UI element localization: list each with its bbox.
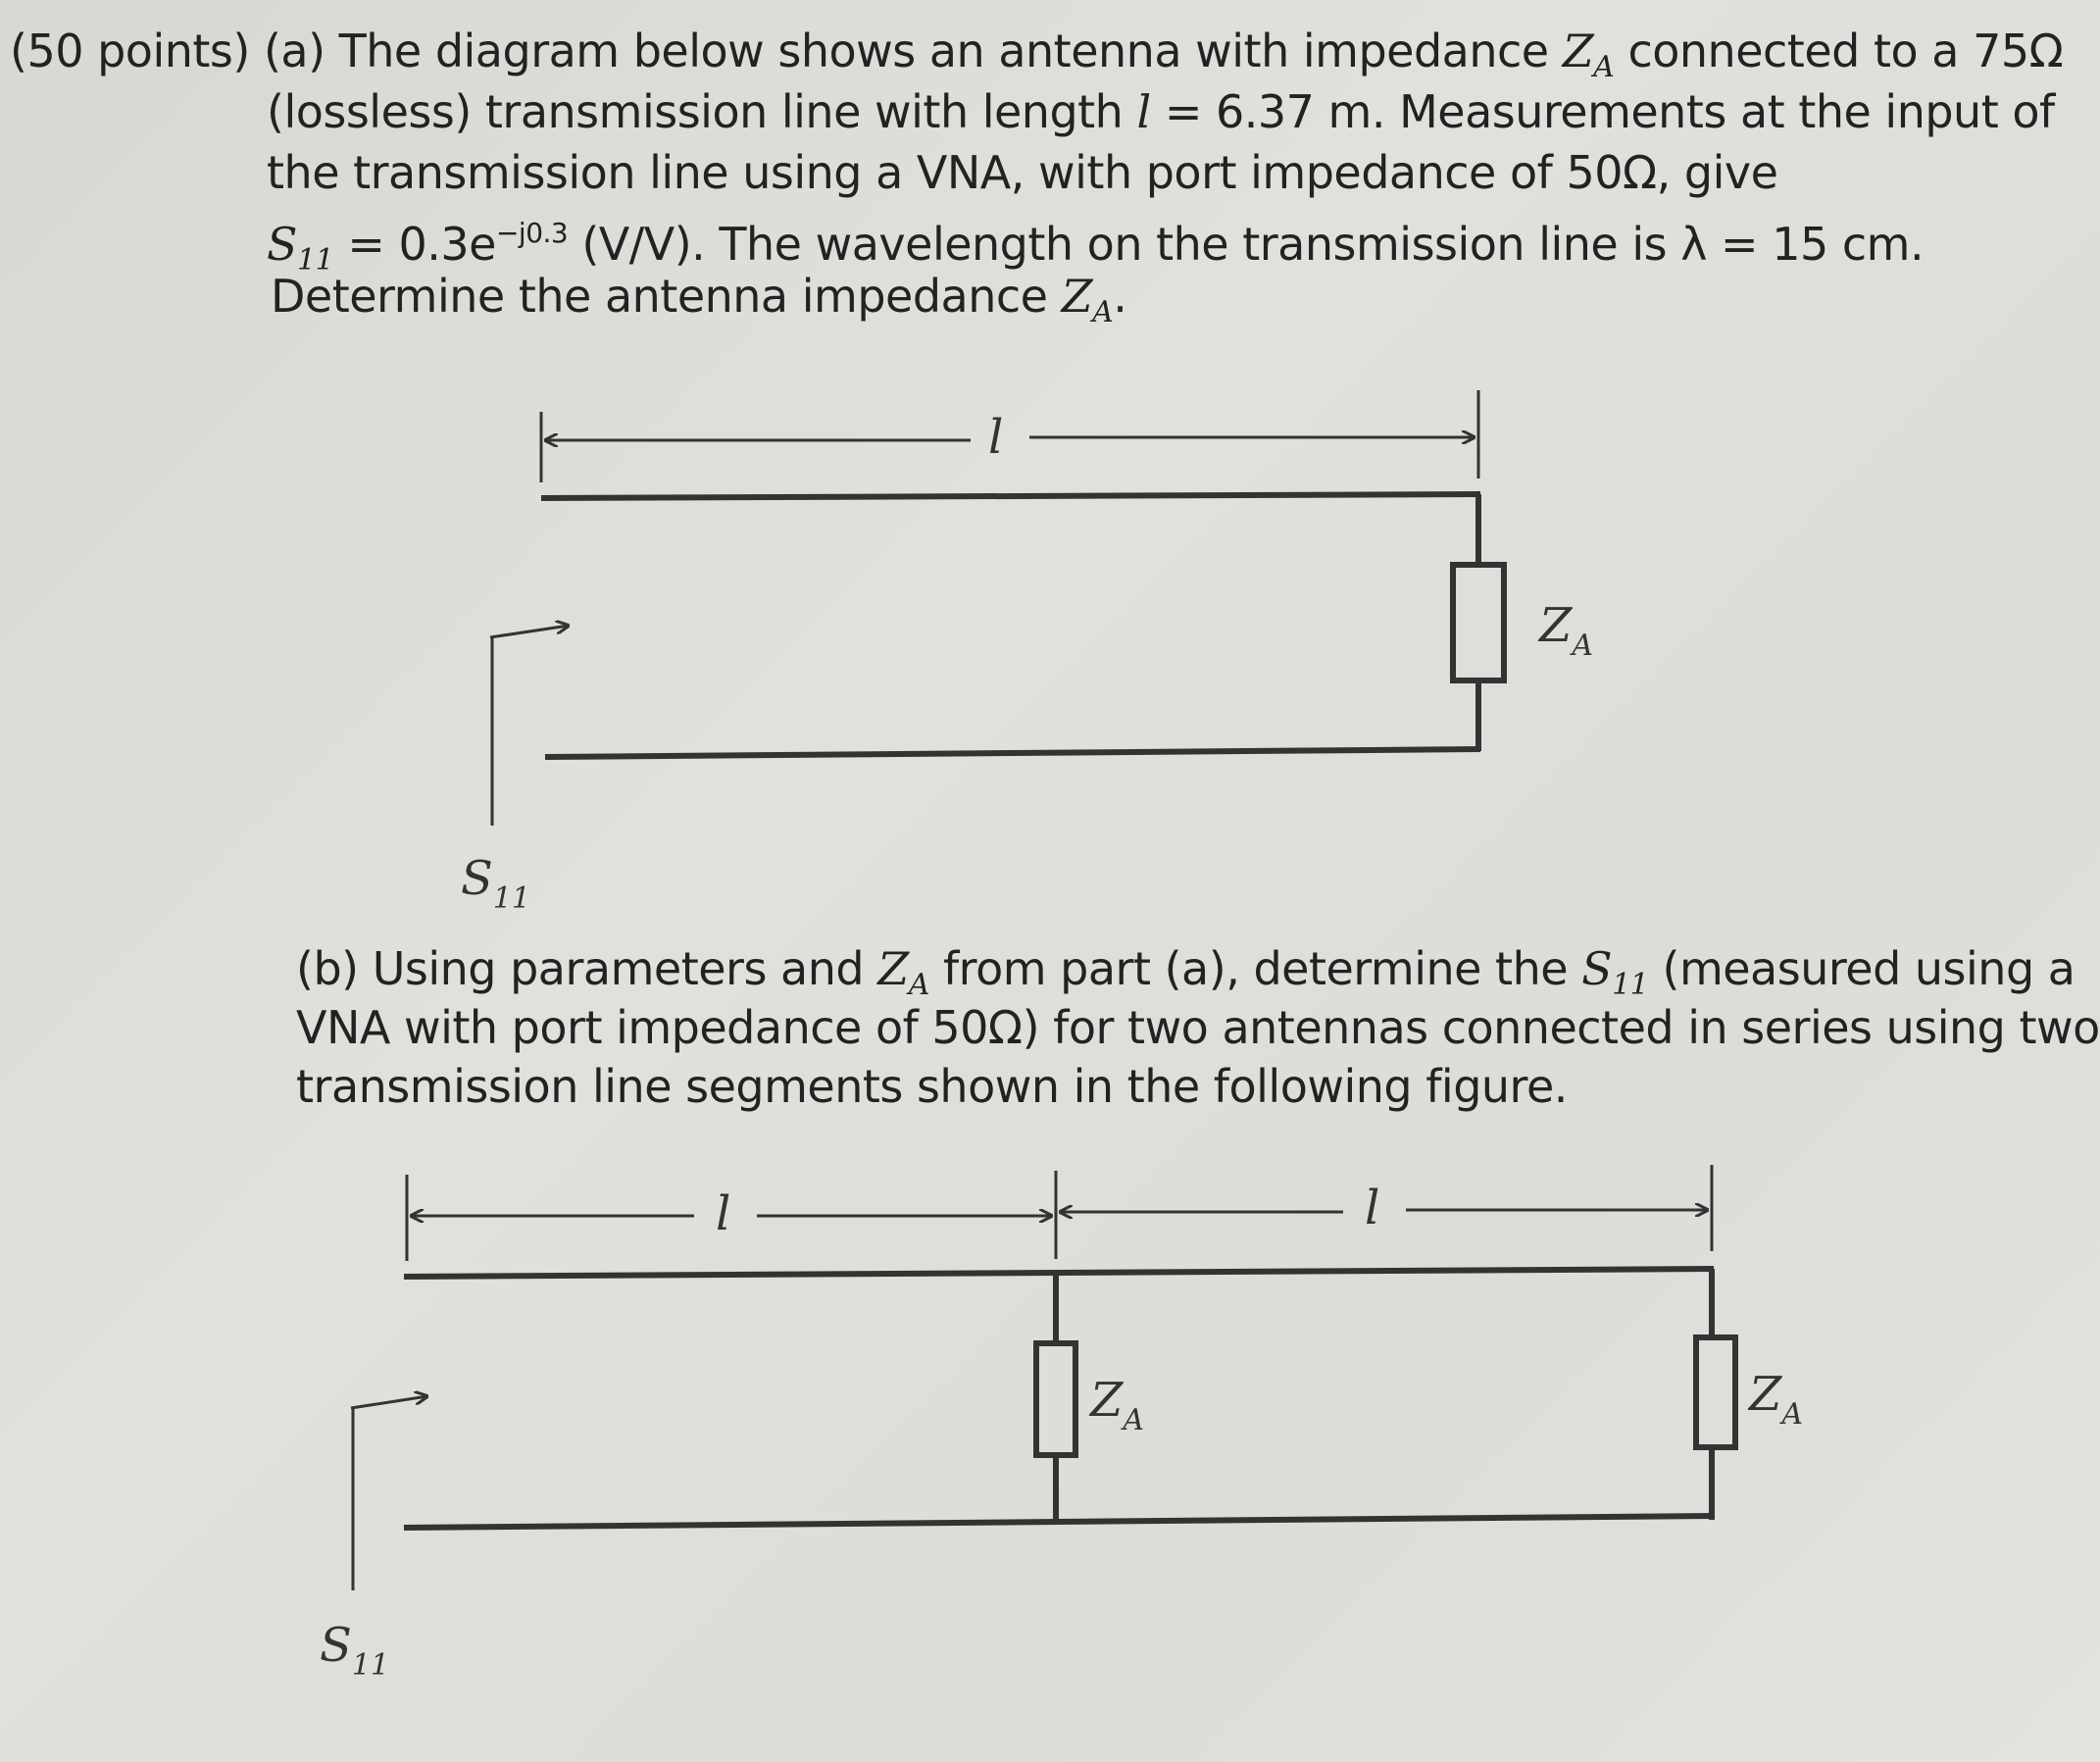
part-b-line-1-prefix: (b) Using parameters and — [296, 942, 865, 995]
part-a-line-5: Determine the antenna impedance $Z_A$. — [271, 270, 1127, 329]
part-a-line-4-suffix: (V/V). The wavelength on the transmission line is λ = 15 cm. — [581, 218, 1925, 271]
diagram-b-load-label-1: $Z_A$ — [1090, 1373, 1145, 1437]
diagram-b-length-label-2: l — [1365, 1181, 1380, 1235]
part-a-line-5-prefix: Determine the antenna impedance — [271, 270, 1048, 323]
part-a-line-1-prefix: (50 points) (a) The diagram below shows an antenna with impedance — [10, 25, 1549, 77]
diagram-a-port-arrow — [490, 626, 569, 637]
part-b-line-3: transmission line segments shown in the following figure. — [296, 1060, 1568, 1113]
part-b-line-1-suffix: (measured using a — [1662, 942, 2075, 995]
part-a-var-l: l — [1136, 85, 1151, 138]
diagram-a-port-label: $S_{11}$ — [461, 851, 531, 916]
diagram-b-port-arrow — [351, 1396, 427, 1408]
diagram-b-antenna-resistor-2 — [1696, 1337, 1735, 1447]
diagram-a-top-conductor — [541, 494, 1480, 498]
part-a-line-3: the transmission line using a VNA, with port impedance of 50Ω, give — [267, 146, 1778, 199]
diagram-b-antenna-resistor-1 — [1036, 1343, 1075, 1455]
part-a-var-za: $Z_A$ — [1562, 25, 1615, 84]
part-b-line-2: VNA with port impedance of 50Ω) for two antennas connected in series using two — [296, 1001, 2100, 1054]
diagram-b-port-label: $S_{11}$ — [320, 1618, 390, 1683]
diagram-b — [351, 1165, 1735, 1590]
diagram-b-length-label-1: l — [716, 1186, 731, 1241]
part-a-s11-value: = $0.3e^{-j0.3}$ — [347, 217, 569, 271]
diagram-a-load-label: $Z_A$ — [1539, 598, 1594, 663]
part-a-var-s11: $S_{11}$ — [267, 218, 334, 277]
part-a-var-za-2: $Z_A$ — [1061, 270, 1114, 329]
diagram-a-bottom-conductor — [545, 749, 1480, 757]
diagram-b-load-label-2: $Z_A$ — [1749, 1367, 1804, 1432]
part-b-line-1-mid: from part (a), determine the — [942, 942, 1569, 995]
part-a-line-1-suffix: connected to a 75Ω — [1627, 25, 2064, 77]
part-b-var-s11: $S_{11}$ — [1581, 942, 1649, 1002]
part-a-line-2-prefix: (lossless) transmission line with length — [267, 85, 1124, 138]
part-b-var-za: $Z_A$ — [877, 942, 929, 1002]
diagram-a-antenna-resistor — [1453, 565, 1504, 680]
part-a-line-2-suffix: = 6.37 m. Measurements at the input of — [1164, 85, 2055, 138]
diagram-a-length-label: l — [988, 410, 1004, 465]
